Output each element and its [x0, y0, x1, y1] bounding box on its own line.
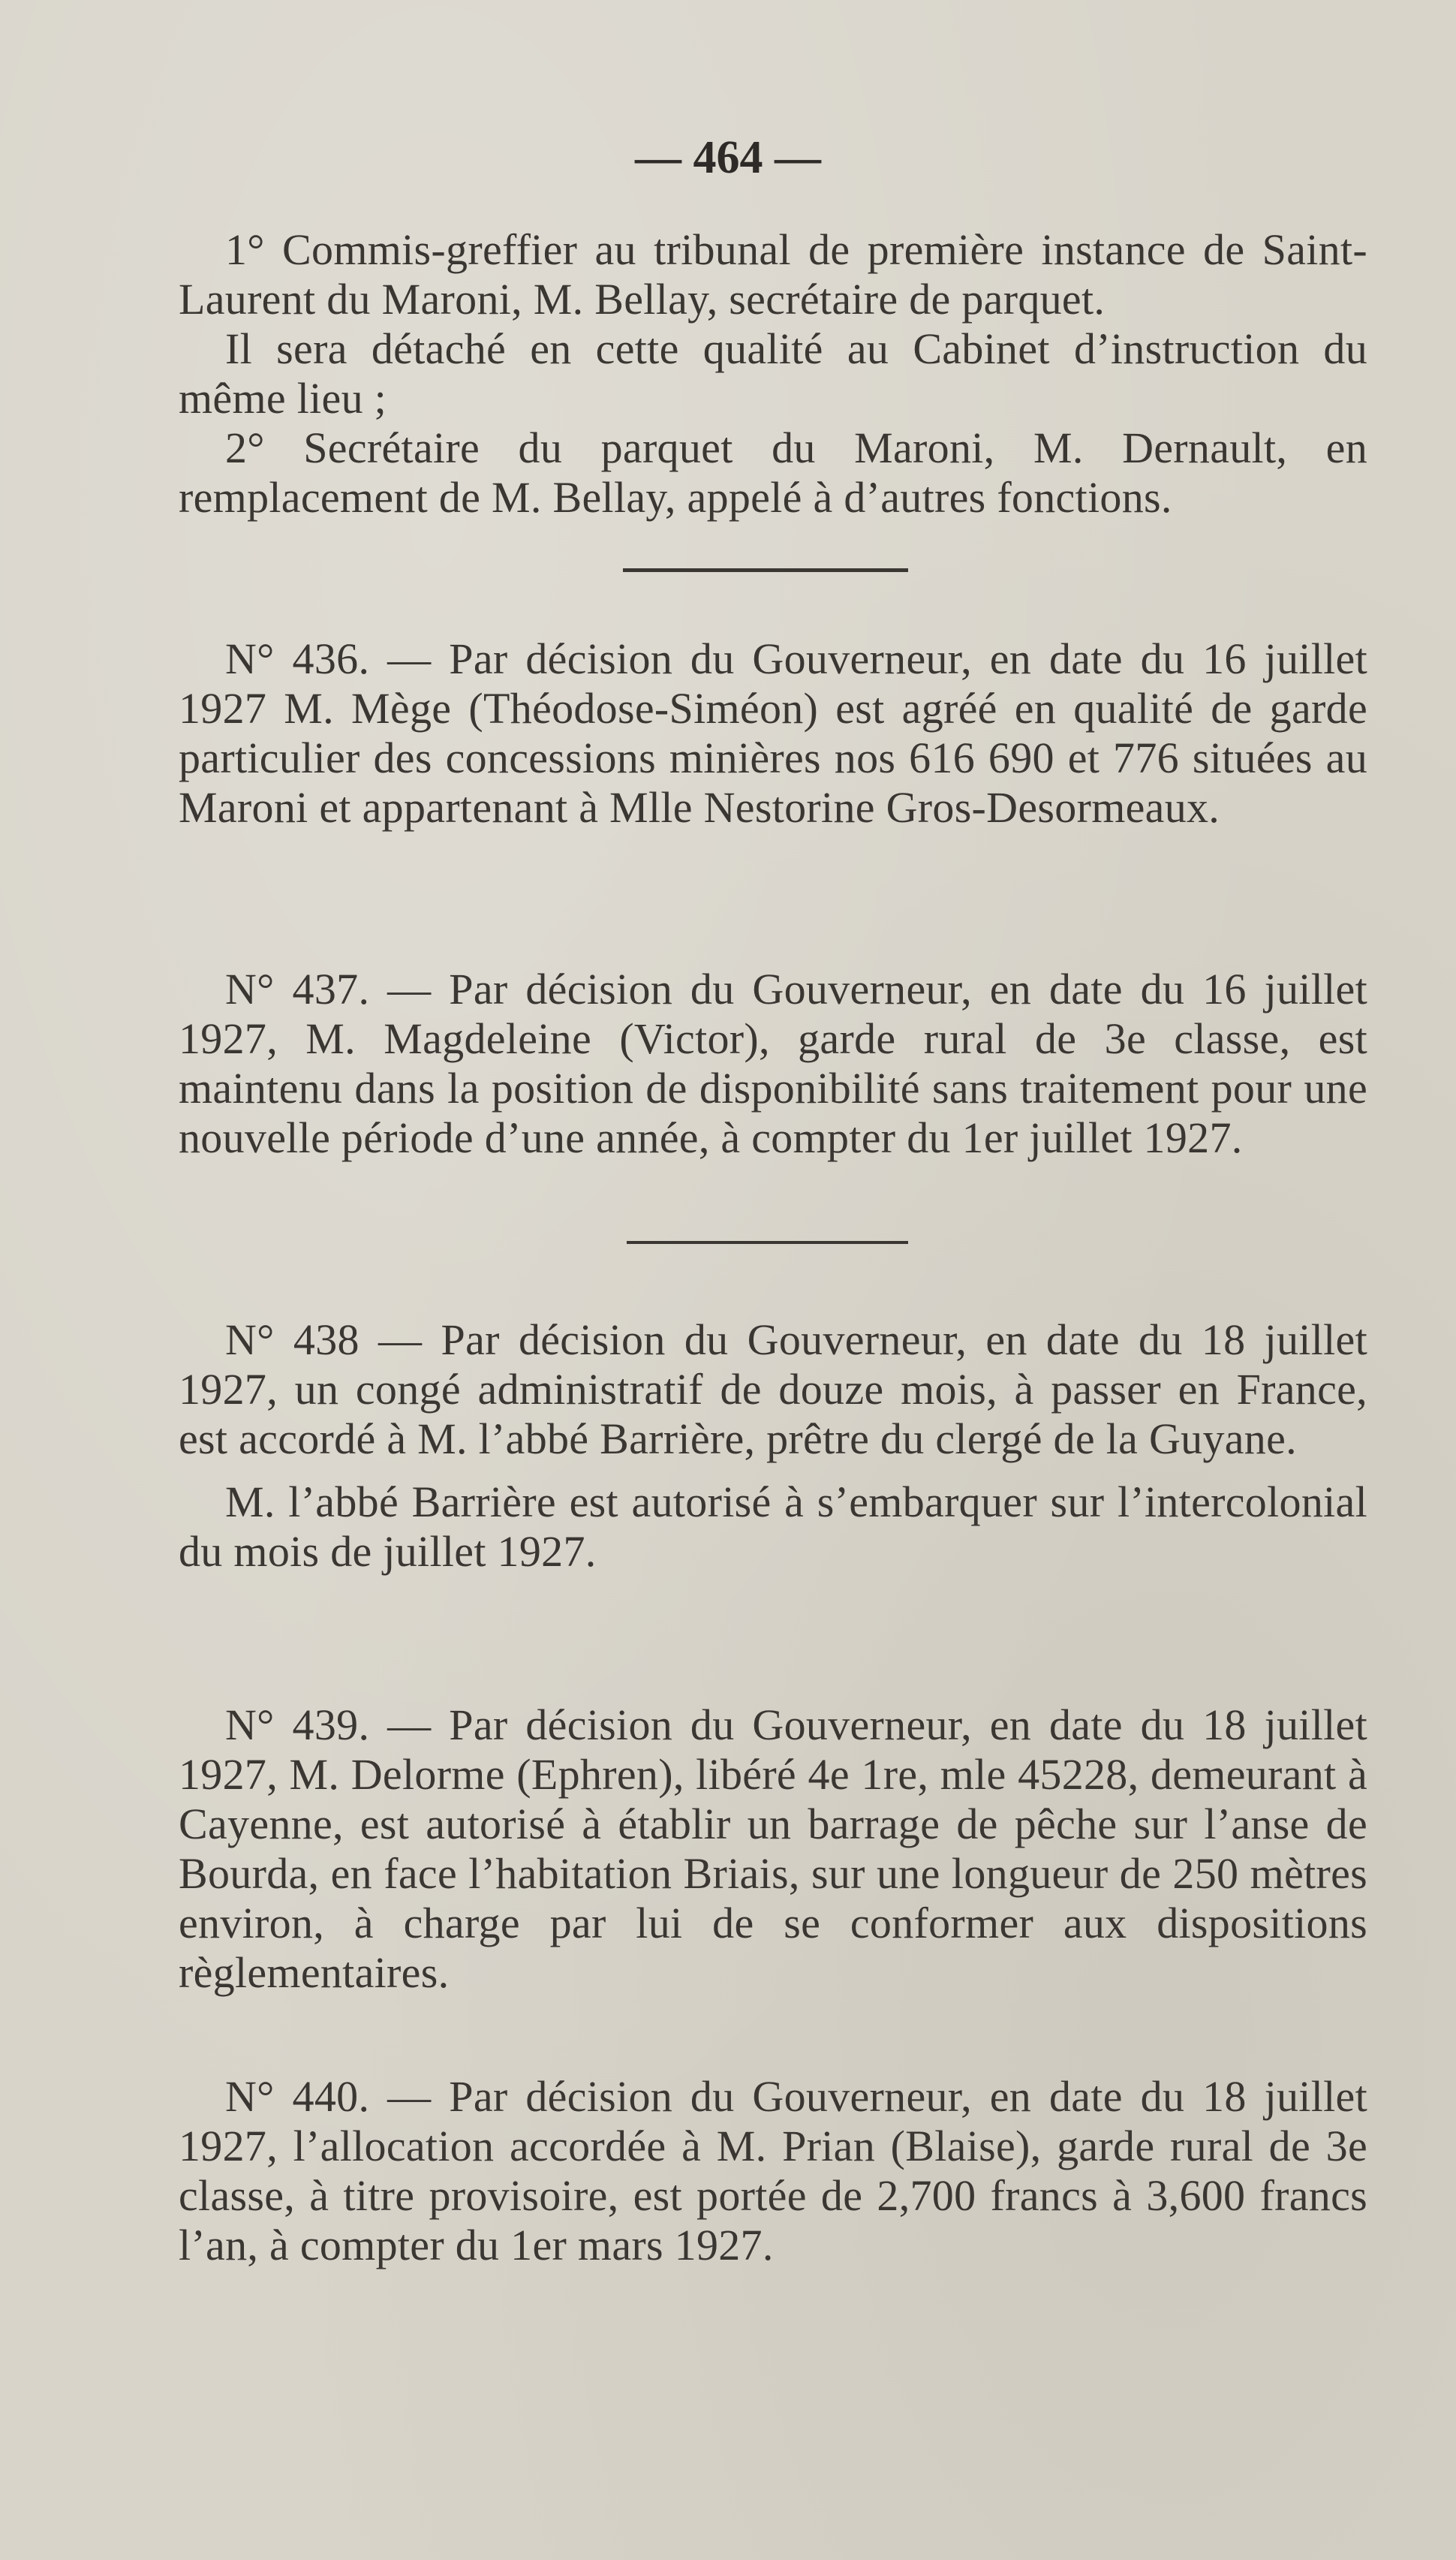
decision-440-text: N° 440. — Par décision du Gouverneur, en date du 18 juillet 1927, l’allocation accordée à M. Prian (Blaise), garde rural de 3e classe, à titre provisoire, est portée de 2,700 francs à 3,600 francs l’an, à compter du 1er mars 1927.: [179, 2072, 1367, 2269]
decision-439: [179, 1700, 1367, 1998]
appointments-block: [179, 225, 1367, 523]
page-number: — 464 —: [635, 132, 821, 183]
decision-439-text: N° 439. — Par décision du Gouverneur, en date du 18 juillet 1927, M. Delorme (Ephren), libéré 4e 1re, mle 45228, demeurant à Cayenne, est autorisé à établir un barrage de pêche sur l’anse de Bourda, en face l’habitation Briais, sur une longueur de 250 mètres environ, à charge par lui de se conformer aux dispositions règlementaires.: [179, 1700, 1367, 1997]
decision-437-text: N° 437. — Par décision du Gouverneur, en date du 16 juillet 1927, M. Magdeleine (Victor), garde rural de 3e classe, est maintenu dans la position de disponibilité sans traitement pour une nouvelle période d’une année, à compter du 1er juillet 1927.: [179, 965, 1367, 1162]
decision-438-text: N° 438 — Par décision du Gouverneur, en date du 18 juillet 1927, un congé administratif de douze mois, à passer en France, est accordé à M. l’abbé Barrière, prêtre du clergé de la Guyane.: [179, 1315, 1367, 1463]
decision-438: [179, 1315, 1367, 1577]
appointment-1: 1° Commis-greffier au tribunal de première instance de Saint-Laurent du Maroni, M. Bellay, secrétaire de parquet.: [179, 225, 1367, 324]
decision-438-text-2: M. l’abbé Barrière est autorisé à s’embarquer sur l’intercolonial du mois de juillet 1927.: [179, 1477, 1367, 1576]
section-divider: [627, 1241, 908, 1244]
section-divider: [623, 568, 908, 572]
decision-436-text: N° 436. — Par décision du Gouverneur, en date du 16 juillet 1927 M. Mège (Théodose-Siméon) est agréé en qualité de garde particulier des concessions minières nos 616 690 et 776 situées au Maroni et appartenant à Mlle Nestorine Gros-Desormeaux.: [179, 634, 1367, 832]
appointment-1-note: Il sera détaché en cette qualité au Cabinet d’instruction du même lieu ;: [179, 324, 1367, 423]
appointment-2: 2° Secrétaire du parquet du Maroni, M. Dernault, en remplacement de M. Bellay, appelé à d’autres fonctions.: [179, 423, 1367, 522]
decision-440: [179, 2072, 1367, 2270]
decision-437: [179, 965, 1367, 1163]
decision-436: [179, 634, 1367, 833]
